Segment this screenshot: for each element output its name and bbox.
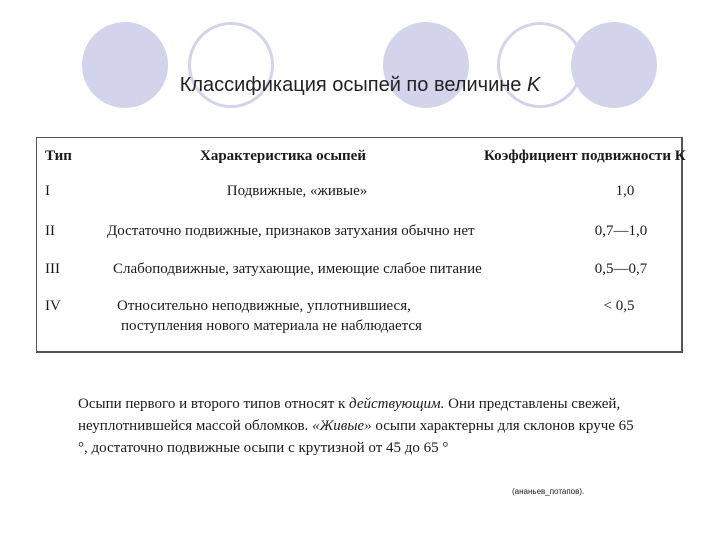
explanation-paragraph bbox=[78, 393, 638, 459]
slide-title-text: Классификация осыпей по величине bbox=[179, 74, 522, 96]
header-coefficient: Коэффициент подвижности К bbox=[484, 148, 686, 164]
slide-title-variable: K bbox=[526, 74, 541, 96]
row-2-type: II bbox=[45, 223, 55, 239]
paragraph-text: осыпи характерны для склонов круче 65 °, достаточно подвижные осыпи с крутизной от 45 до 65 ° bbox=[78, 418, 634, 456]
source-reference: (ананьев_потапов). bbox=[512, 487, 585, 496]
row-1-type: I bbox=[45, 183, 50, 199]
slide-title bbox=[0, 74, 720, 97]
row-2-characteristic: Достаточно подвижные, признаков затухания обычно нет bbox=[107, 223, 475, 239]
row-4-type: IV bbox=[45, 298, 61, 314]
row-3-characteristic: Слабоподвижные, затухающие, имеющие слабое питание bbox=[113, 261, 482, 277]
row-3-coefficient: 0,5—0,7 bbox=[594, 261, 648, 277]
paragraph-emphasis: действующим. bbox=[349, 396, 445, 412]
classification-table bbox=[36, 137, 686, 353]
header-type: Тип bbox=[45, 148, 72, 164]
row-4-characteristic-line1: Относительно неподвижные, уплотнившиеся, bbox=[117, 298, 411, 314]
row-2-coefficient: 0,7—1,0 bbox=[594, 223, 648, 239]
header-characteristic: Характеристика осыпей bbox=[200, 148, 366, 164]
row-4-coefficient: < 0,5 bbox=[603, 298, 635, 314]
row-4-characteristic-line2: поступления нового материала не наблюдается bbox=[121, 318, 422, 334]
row-1-coefficient: 1,0 bbox=[615, 183, 635, 199]
row-3-type: III bbox=[45, 261, 60, 277]
paragraph-text: Они представлены свежей, неуплотнившейся массой обломков. bbox=[78, 396, 621, 434]
paragraph-emphasis: «Живые» bbox=[312, 418, 372, 434]
paragraph-text: Осыпи первого и второго типов относят к bbox=[78, 396, 346, 412]
row-1-characteristic: Подвижные, «живые» bbox=[226, 183, 368, 199]
